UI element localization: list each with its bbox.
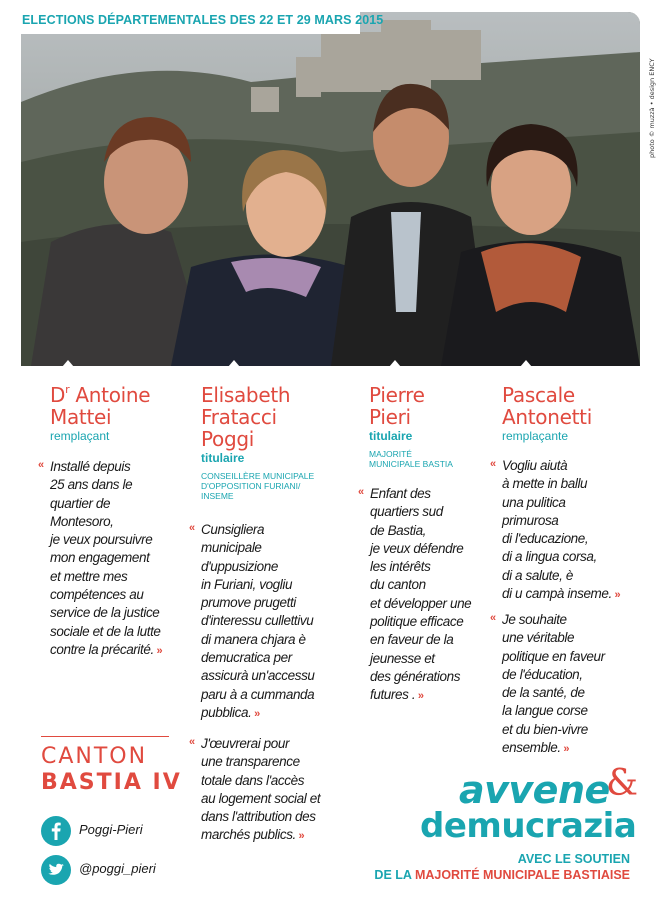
text-line: Cunsigliera bbox=[201, 522, 265, 537]
text-line: demucratica per bbox=[201, 650, 292, 666]
text-line: di l'educazione, bbox=[502, 531, 589, 547]
candidate-name: $D^r$ Antoine Mattei bbox=[50, 383, 151, 429]
text-line: quartiers sud bbox=[370, 504, 443, 520]
text-line: jeunesse et bbox=[370, 650, 435, 666]
text-line: in Furiani, vogliu bbox=[201, 576, 293, 592]
text-line: marchés publics. » bbox=[201, 827, 305, 843]
candidate-role: remplaçante bbox=[502, 429, 569, 443]
text-line: di manera chjara è bbox=[201, 631, 306, 647]
close-quote-mark: » bbox=[153, 644, 163, 657]
text-line: MAJORITÉ bbox=[369, 449, 412, 459]
text-line: CONSEILLÈRE MUNICIPALE bbox=[201, 471, 315, 481]
candidate-affiliation bbox=[369, 449, 489, 469]
text-line: au logement social et bbox=[201, 790, 321, 806]
text-line: ensemble. » bbox=[502, 740, 570, 756]
candidate-name: Pierre Pieri bbox=[369, 383, 425, 429]
quote-antonetti-corsican bbox=[490, 457, 637, 604]
text-line: je veux défendre bbox=[370, 540, 464, 556]
canton-divider bbox=[41, 736, 169, 737]
open-quote-mark: « bbox=[490, 458, 496, 470]
text-line: Enfant des bbox=[370, 486, 431, 501]
text-line: Installé depuis bbox=[50, 459, 131, 474]
canton-label: CANTON bbox=[41, 744, 148, 769]
text-line: de Bastia, bbox=[370, 522, 427, 538]
logo-ampersand: & bbox=[606, 763, 639, 804]
close-quote-mark: » bbox=[415, 690, 424, 703]
text-line: dans l'attribution des bbox=[201, 809, 316, 825]
twitter-link[interactable] bbox=[41, 855, 241, 885]
text-line: sociale et de la lutte bbox=[50, 623, 161, 639]
text-line: en faveur de la bbox=[370, 632, 454, 648]
text-line: futures . » bbox=[370, 687, 424, 703]
open-quote-mark: « bbox=[189, 736, 195, 748]
text-line: Je souhaite bbox=[502, 612, 567, 627]
logo-avvene: avvene bbox=[459, 768, 610, 812]
text-line: di a lingua corsa, bbox=[502, 549, 597, 565]
canton-name: BASTIA IV bbox=[41, 770, 182, 795]
text-line: une véritable bbox=[502, 630, 575, 646]
open-quote-mark: « bbox=[490, 612, 496, 624]
text-line: prumove prugetti bbox=[201, 595, 296, 611]
election-header: ELECTIONS DÉPARTEMENTALES DES 22 ET 29 MARS 2015 bbox=[22, 13, 384, 27]
text-line: pubblica. » bbox=[201, 704, 260, 720]
text-line: les intérêts bbox=[370, 559, 431, 575]
text-line: de la santé, de bbox=[502, 685, 585, 701]
support-line-2: DE LA MAJORITÉ MUNICIPALE BASTIAISE bbox=[374, 868, 630, 882]
close-quote-mark: » bbox=[251, 707, 260, 720]
twitter-handle: @poggi_pieri bbox=[79, 861, 156, 876]
text-line: et du bien-vivre bbox=[502, 721, 588, 737]
close-quote-mark: » bbox=[560, 743, 570, 756]
candidate-role: remplaçant bbox=[50, 429, 110, 443]
twitter-icon bbox=[41, 855, 71, 885]
text-line: INSEME bbox=[201, 491, 234, 501]
text-line: d'uppusizione bbox=[201, 558, 278, 574]
text-line: je veux poursuivre bbox=[50, 532, 153, 548]
text-line: di u campà inseme. » bbox=[502, 586, 621, 602]
text-line: une transparence bbox=[201, 754, 300, 770]
text-line: quartier de bbox=[50, 495, 111, 511]
open-quote-mark: « bbox=[358, 486, 364, 498]
text-line: totale dans l'accès bbox=[201, 772, 305, 788]
photo-notch bbox=[389, 360, 401, 367]
text-line: D'OPPOSITION FURIANI/ bbox=[201, 481, 301, 491]
open-quote-mark: « bbox=[38, 459, 44, 471]
candidate-role: titulaire bbox=[369, 429, 413, 443]
candidate-pieri bbox=[369, 384, 489, 469]
text-line: una pulitica bbox=[502, 494, 566, 510]
text-line: municipale bbox=[201, 540, 262, 556]
candidate-role: titulaire bbox=[201, 451, 245, 465]
quote-pieri bbox=[358, 485, 485, 706]
text-line: des générations bbox=[370, 668, 461, 684]
text-line: politique en faveur bbox=[502, 648, 605, 664]
facebook-link[interactable] bbox=[41, 816, 241, 846]
facebook-icon bbox=[41, 816, 71, 846]
close-quote-mark: » bbox=[611, 589, 621, 602]
candidate-affiliation bbox=[201, 471, 341, 501]
facebook-handle: Poggi-Pieri bbox=[79, 822, 143, 837]
candidate-mattei bbox=[50, 384, 190, 443]
text-line: paru à a cummanda bbox=[201, 686, 315, 702]
candidates-photo bbox=[21, 12, 640, 366]
text-line: assicurà un'accessu bbox=[201, 668, 315, 684]
text-line: politique efficace bbox=[370, 614, 464, 630]
photo-notch bbox=[520, 360, 532, 367]
logo-demucrazia: demucrazia bbox=[420, 806, 637, 846]
photo-credit: photo © muzzà • design ENCY bbox=[648, 58, 656, 158]
photo-notch bbox=[228, 360, 240, 367]
text-line: de l'éducation, bbox=[502, 666, 583, 682]
text-line: primurosa bbox=[502, 512, 559, 528]
text-line: J'œuvrerai pour bbox=[201, 736, 290, 751]
text-line: mon engagement bbox=[50, 550, 150, 566]
text-line: la langue corse bbox=[502, 703, 588, 719]
close-quote-mark: » bbox=[295, 830, 305, 843]
text-line: Vogliu aiutà bbox=[502, 458, 568, 473]
candidate-name: Elisabeth Fratacci Poggi bbox=[201, 383, 291, 451]
quote-mattei bbox=[38, 458, 180, 660]
text-line: service de la justice bbox=[50, 605, 160, 621]
photo-notch bbox=[62, 360, 74, 367]
candidate-name: Pascale Antonetti bbox=[502, 383, 592, 429]
text-line: à mette in ballu bbox=[502, 476, 588, 492]
open-quote-mark: « bbox=[189, 522, 195, 534]
candidate-antonetti bbox=[502, 384, 642, 443]
text-line: compétences au bbox=[50, 587, 144, 603]
text-line: du canton bbox=[370, 577, 426, 593]
text-line: di a salute, è bbox=[502, 567, 573, 583]
quote-antonetti-french bbox=[490, 611, 637, 758]
support-line-1: AVEC LE SOUTIEN bbox=[517, 852, 630, 866]
text-line: et développer une bbox=[370, 595, 472, 611]
candidate-fratacci-poggi bbox=[201, 384, 341, 501]
text-line: d'interessu cullettivu bbox=[201, 613, 314, 629]
text-line: Montesoro, bbox=[50, 513, 114, 529]
text-line: 25 ans dans le bbox=[50, 477, 133, 493]
quote-fratacci-poggi-corsican bbox=[189, 521, 331, 723]
text-line: contre la précarité. » bbox=[50, 641, 163, 657]
text-line: et mettre mes bbox=[50, 568, 128, 584]
text-line: MUNICIPALE BASTIA bbox=[369, 459, 453, 469]
